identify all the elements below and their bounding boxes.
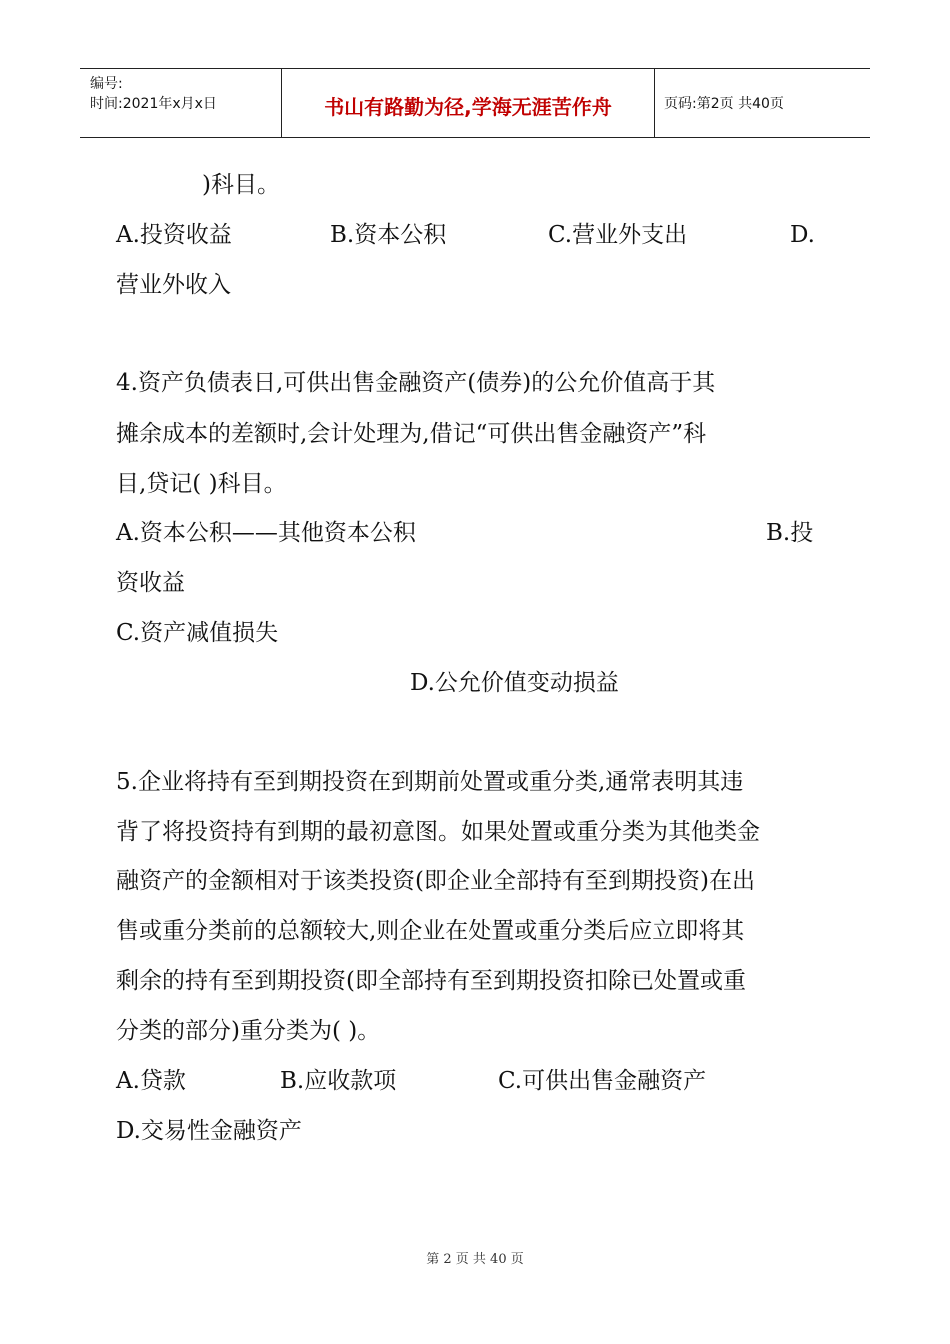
q3-option-d-text: 营业外收入 [116, 272, 231, 298]
q4-option-b-prefix: B.投 [766, 520, 814, 546]
q5-text-line: 剩余的持有至到期投资(即全部持有至到期投资扣除已处置或重 [116, 968, 746, 994]
document-number-label: 编号: [90, 76, 123, 92]
q4-text-line: 4.资产负债表日,可供出售金融资产(债券)的公允价值高于其 [116, 370, 716, 396]
q4-text-line: 摊余成本的差额时,会计处理为,借记“可供出售金融资产”科 [116, 421, 707, 447]
q5-text-line: 分类的部分)重分类为( )。 [116, 1018, 381, 1044]
q5-text-line: 背了将投资持有到期的最初意图。如果处置或重分类为其他类金 [116, 819, 760, 845]
document-date: 时间:2021年x月x日 [90, 96, 217, 112]
header-motto: 书山有路勤为径,学海无涯苦作舟 [324, 95, 612, 119]
q3-option-c: C.营业外支出 [548, 222, 688, 248]
page-footer: 第 2 页 共 40 页 [426, 1252, 524, 1267]
q4-option-c: C.资产减值损失 [116, 620, 279, 646]
q3-tail: )科目。 [202, 172, 280, 198]
q5-text-line: 融资产的金额相对于该类投资(即企业全部持有至到期投资)在出 [116, 868, 755, 894]
q3-option-a: A.投资收益 [116, 222, 232, 248]
q5-text-line: 售或重分类前的总额较大,则企业在处置或重分类后应立即将其 [116, 918, 745, 944]
q5-option-b: B.应收款项 [280, 1068, 397, 1094]
q4-option-d: D.公允价值变动损益 [410, 670, 619, 696]
header-divider [654, 69, 655, 137]
q3-option-b: B.资本公积 [330, 222, 447, 248]
header-page-info: 页码:第2页 共40页 [664, 96, 784, 112]
q4-option-a: A.资本公积——其他资本公积 [116, 520, 416, 546]
q4-text-line: 目,贷记( )科目。 [116, 471, 287, 497]
q5-option-d: D.交易性金融资产 [116, 1118, 302, 1144]
q5-text-line: 5.企业将持有至到期投资在到期前处置或重分类,通常表明其违 [116, 769, 744, 795]
q5-option-c: C.可供出售金融资产 [498, 1068, 707, 1094]
q4-option-b-rest: 资收益 [116, 570, 185, 596]
page-header [80, 68, 870, 138]
q5-option-a: A.贷款 [116, 1068, 186, 1094]
q3-option-d-prefix: D. [790, 222, 815, 248]
